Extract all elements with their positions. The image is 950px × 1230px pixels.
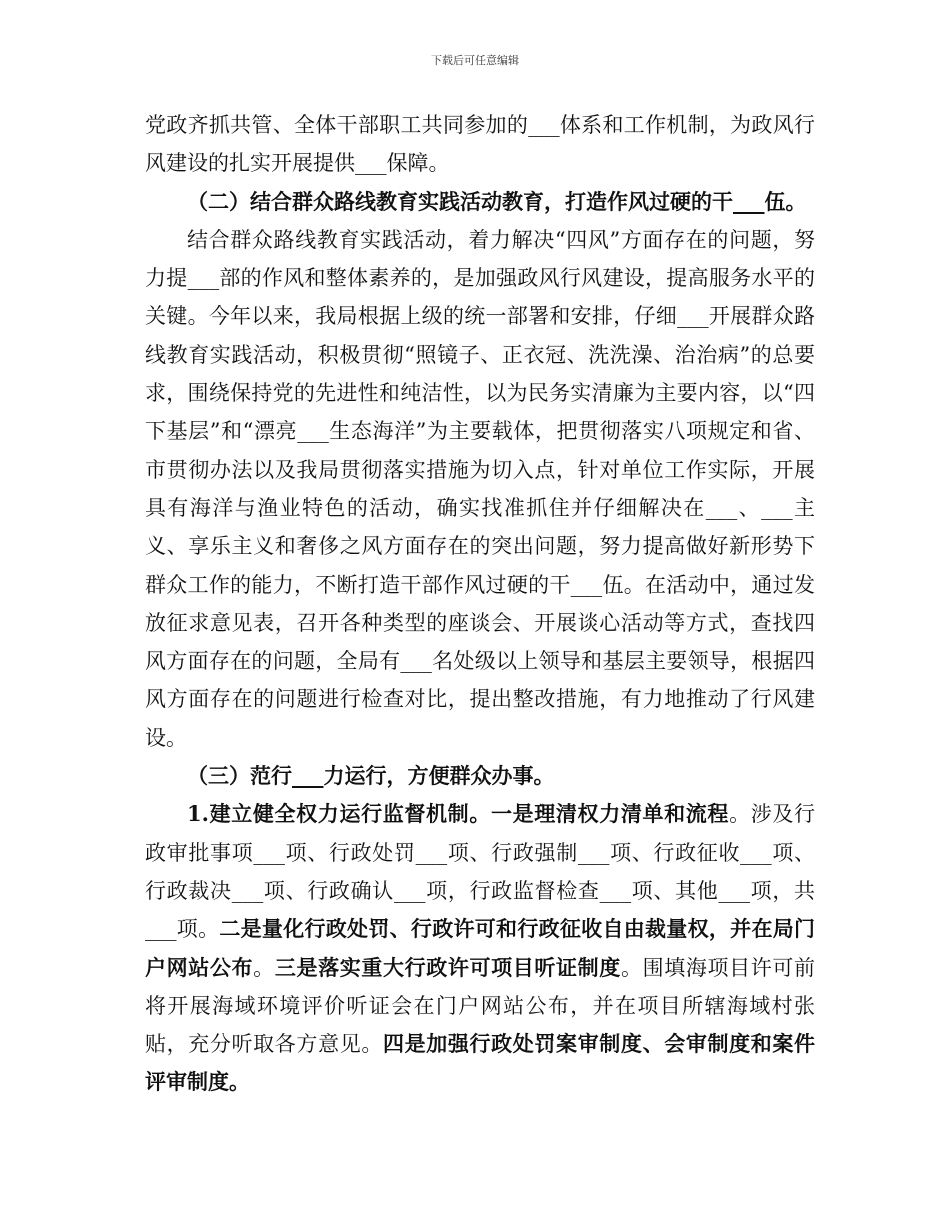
page-header: 下载后可任意编辑 bbox=[431, 54, 519, 67]
paragraph-continuation: 党政齐抓共管、全体干部职工共同参加的___体系和工作机制，为政风行风建设的扎实开展提供___保障。 bbox=[145, 113, 815, 176]
paragraph-section-2: 结合群众路线教育实践活动，着力解决“四风”方面存在的问题，努力提___部的作风和整体素养的，是加强政风行风建设，提高服务水平的关键。今年以来，我局根据上级的统一部署和安排，仔细___开展群众路线教育实践活动，积极贯彻“照镜子、正衣冠、洗洗澡、治治病”的总要求，围绕保持党的先进性和纯洁性，以为民务实清廉为主要内容，以“四下基层”和“漂亮___生态海洋”为主要载体，把贯彻落实八项规定和省、市贯彻办法以及我局贯彻落实措施为切入点，针对单位工作实际，开展具有海洋与渔业特色的活动，确实找准抓住并仔细解决在___、___主义、享乐主义和奢侈之风方面存在的突出问题，努力提高做好新形势下群众工作的能力，不断打造干部作风过硬的干___伍。在活动中，通过发放征求意见表，召开各种类型的座谈会、开展谈心活动等方式，查找四风方面存在的问题，全局有___名处级以上领导和基层主要领导，根据四风方面存在的问题进行检查对比，提出整改措施，有力地推动了行风建设。 bbox=[145, 227, 815, 750]
subheading-power-supervision: 1.建立健全权力运行监督机制。 bbox=[187, 801, 491, 827]
point-two-text: 。 bbox=[253, 955, 275, 980]
point-one-heading: 一是理清权力清单和流程 bbox=[490, 801, 730, 827]
section-heading-2: （二）结合群众路线教育实践活动教育，打造作风过硬的干___伍。 bbox=[187, 188, 807, 214]
point-three-heading: 三是落实重大行政许可项目听证制度 bbox=[274, 954, 621, 980]
point-three-text: 。围填海项目许可前将开展海域环境评价听证会在门户网站公布，并在项目所辖海域村张贴，充分听取各方意见。 bbox=[145, 955, 816, 1057]
point-four-heading: 四是加强行政处罚案审制度、会审制度和案件评审制度。 bbox=[145, 1031, 816, 1095]
document-body bbox=[145, 106, 815, 1102]
point-one-text: 。涉及行政审批事项___项、行政处罚___项、行政强制___项、行政征收___项、行政裁决___项、行政确认___项，行政监督检查___项、其他___项，共___项。 bbox=[145, 802, 816, 942]
paragraph-section-3 bbox=[145, 795, 815, 1101]
section-heading-3: （三）范行___力运行，方便群众办事。 bbox=[187, 763, 555, 789]
point-two-heading: 二是量化行政处罚、行政许可和行政征收自由裁量权，并在局门户网站公布 bbox=[145, 916, 816, 980]
